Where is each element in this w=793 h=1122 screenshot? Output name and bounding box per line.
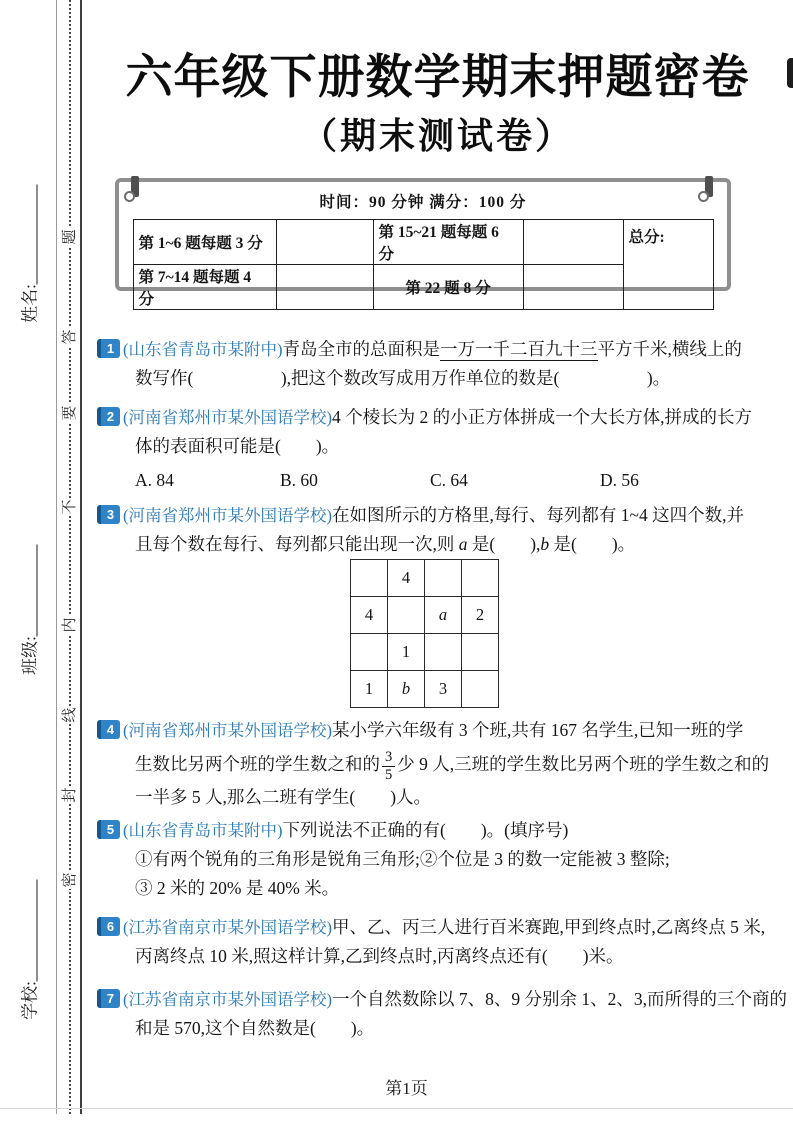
name-field-label <box>16 169 41 339</box>
class-blank-line <box>23 544 38 636</box>
grid-cell <box>462 634 499 671</box>
score-table <box>133 219 714 310</box>
school-field-label <box>16 865 41 1035</box>
option-d: D. 56 <box>600 470 639 490</box>
question-line: ③ 2 米的 20% 是 40% 米。 <box>135 878 340 898</box>
school-label-text: 学校: <box>20 981 40 1020</box>
score-board <box>115 178 731 308</box>
question-source: (河南省郑州市某外国语学校) <box>123 408 332 427</box>
question-number-badge: 5 <box>97 820 120 839</box>
underlined-number: 一万一千二百九十三 <box>440 339 598 359</box>
question-line <box>135 745 793 783</box>
question-line <box>97 913 793 942</box>
question-source: (山东省青岛市某附中) <box>123 340 283 359</box>
seal-rule-thin <box>56 0 57 1114</box>
question-source: (河南省郑州市某外国语学校) <box>123 506 332 525</box>
question-line <box>135 530 793 559</box>
question-text: 青岛全市的总面积是 <box>282 339 440 359</box>
grid-cell <box>425 634 462 671</box>
seal-char: 密 <box>62 872 78 888</box>
grid-cell <box>388 597 425 634</box>
question-number-badge: 4 <box>97 720 120 739</box>
question-line: 丙离终点 10 米,照这样计算,乙到终点时,丙离终点还有( )米。 <box>135 946 624 966</box>
grid-cell <box>351 634 388 671</box>
score-cell-q22: 第 22 题 8 分 <box>373 265 523 310</box>
question-3 <box>97 501 793 708</box>
seal-char: 不 <box>62 499 78 515</box>
question-text: 少 9 人,三班的学生数比另两个班的学生数之和的 <box>397 754 770 774</box>
question-text: 在如图所示的方格里,每行、每列都有 1~4 这四个数,并 <box>332 505 744 525</box>
grid-cell-b: b <box>388 671 425 708</box>
pin-icon <box>705 176 713 197</box>
question-number-badge: 1 <box>97 339 120 358</box>
scan-artifact <box>787 58 793 88</box>
class-field-label <box>16 530 41 690</box>
fraction-denominator: 5 <box>385 767 393 783</box>
option-c: C. 64 <box>430 470 468 490</box>
class-label-text: 班级: <box>20 636 40 675</box>
question-text: 下列说法不正确的有( )。(填序号) <box>282 820 569 840</box>
question-line: 和是 570,这个自然数是( )。 <box>135 1018 375 1038</box>
question-7 <box>97 985 793 1043</box>
score-cell-q15-21: 第 15~21 题每题 6 分 <box>373 220 523 265</box>
question-text: 平方千米,横线上的 <box>597 339 742 359</box>
score-cell-blank <box>523 220 623 265</box>
page-title: 六年级下册数学期末押题密卷 <box>125 50 750 103</box>
question-2 <box>97 403 793 494</box>
seal-char: 封 <box>62 787 78 803</box>
score-cell-q7-14: 第 7~14 题每题 4 分 <box>133 265 276 310</box>
seal-rule-solid <box>80 0 82 1114</box>
question-text: 是( ), <box>467 534 541 554</box>
seal-char: 要 <box>62 405 78 421</box>
fraction <box>382 750 395 783</box>
option-a: A. 84 <box>135 470 174 490</box>
question-1 <box>97 335 793 393</box>
score-cell-blank <box>276 220 373 265</box>
options-row <box>135 466 793 494</box>
question-line <box>97 501 793 530</box>
question-text: 某小学六年级有 3 个班,共有 167 名学生,已知一班的学 <box>332 720 744 740</box>
grid-cell: 3 <box>425 671 462 708</box>
grid-cell <box>351 560 388 597</box>
question-4 <box>97 716 793 812</box>
question-text: 甲、乙、丙三人进行百米赛跑,甲到终点时,乙离终点 5 米, <box>332 917 766 937</box>
seal-char: 题 <box>62 229 78 245</box>
seal-char: 内 <box>62 617 78 633</box>
question-number-badge: 2 <box>97 407 120 426</box>
question-number-badge: 6 <box>97 917 120 936</box>
question-text: 4 个棱长为 2 的小正方体拼成一个大长方体,拼成的长方 <box>332 407 752 427</box>
school-blank-line <box>23 879 38 981</box>
question-line <box>97 985 793 1014</box>
grid-cell-a: a <box>425 597 462 634</box>
grid-cell: 1 <box>351 671 388 708</box>
question-text: 生数比另两个班的学生数之和的 <box>135 754 380 774</box>
question-text: 且每个数在每行、每列都只能出现一次,则 <box>135 534 459 554</box>
question-line: 数写作( ),把这个数改写成用万作单位的数是( )。 <box>135 368 671 388</box>
score-cell-blank <box>523 265 623 310</box>
name-label-text: 姓名: <box>20 284 40 323</box>
score-cell-blank <box>276 265 373 310</box>
question-source: (山东省青岛市某附中) <box>123 821 283 840</box>
grid-cell: 4 <box>351 597 388 634</box>
grid-cell <box>425 560 462 597</box>
pin-icon <box>131 176 139 197</box>
question-text: 一个自然数除以 7、8、9 分别余 1、2、3,而所得的三个商的 <box>332 989 787 1009</box>
question-line <box>97 335 793 364</box>
option-b: B. 60 <box>280 470 318 490</box>
grid-cell: 2 <box>462 597 499 634</box>
question-line: ①有两个锐角的三角形是锐角三角形;②个位是 3 的数一定能被 3 整除; <box>135 849 670 869</box>
fraction-numerator: 3 <box>382 750 395 767</box>
number-grid <box>350 559 499 708</box>
name-blank-line <box>23 184 38 284</box>
grid-cell: 4 <box>388 560 425 597</box>
question-line <box>97 816 793 845</box>
variable-b: b <box>540 534 550 554</box>
time-fullscore-line: 时间：90 分钟 满分：100 分 <box>319 194 527 211</box>
question-number-badge: 3 <box>97 505 120 524</box>
page-number: 第1页 <box>385 1079 428 1098</box>
question-source: (江苏省南京市某外国语学校) <box>123 990 332 1009</box>
question-text: 是( )。 <box>549 534 636 554</box>
question-source: (河南省郑州市某外国语学校) <box>123 721 332 740</box>
footer-divider <box>0 1108 793 1109</box>
question-line <box>97 403 793 432</box>
score-cell-q1-6: 第 1~6 题每题 3 分 <box>133 220 276 265</box>
question-number-badge: 7 <box>97 989 120 1008</box>
grid-cell: 1 <box>388 634 425 671</box>
question-5 <box>97 816 793 903</box>
question-line: 体的表面积可能是( )。 <box>135 436 340 456</box>
seal-rule-dotted <box>69 0 71 1114</box>
question-line: 一半多 5 人,那么二班有学生( )人。 <box>135 787 432 807</box>
grid-cell <box>462 671 499 708</box>
question-6 <box>97 913 793 971</box>
question-line <box>97 716 793 745</box>
seal-char: 线 <box>62 707 78 723</box>
question-source: (江苏省南京市某外国语学校) <box>123 918 332 937</box>
grid-cell <box>462 560 499 597</box>
score-cell-total: 总分: <box>623 220 713 310</box>
page-subtitle: （期末测试卷） <box>300 115 574 156</box>
seal-char: 答 <box>62 329 78 345</box>
variable-a: a <box>458 534 468 554</box>
